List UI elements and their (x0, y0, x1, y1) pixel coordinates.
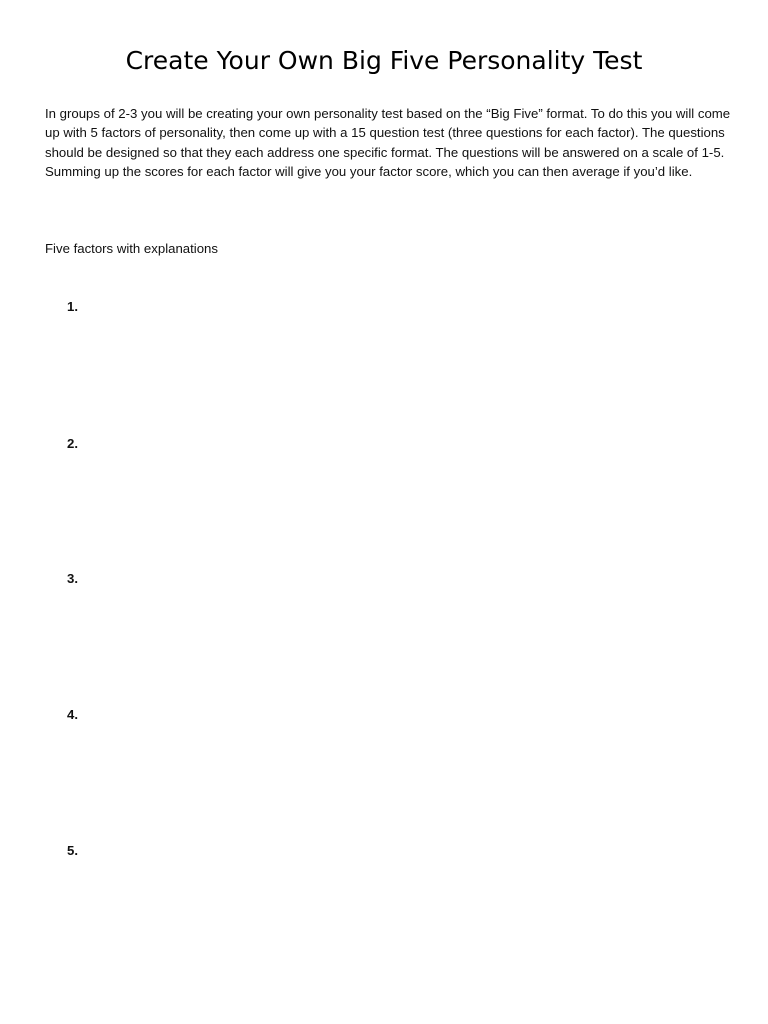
factor-item-1 (67, 298, 707, 408)
factor-item-2 (67, 435, 707, 545)
page-title: Create Your Own Big Five Personality Test (125, 46, 643, 75)
factor-number: 5. (67, 843, 78, 858)
factor-answer-space[interactable] (97, 706, 697, 806)
factor-item-5 (67, 842, 707, 952)
factor-answer-space[interactable] (97, 435, 697, 535)
factor-number: 2. (67, 436, 78, 451)
factor-answer-space[interactable] (97, 570, 697, 670)
factor-answer-space[interactable] (97, 842, 697, 942)
factor-answer-space[interactable] (97, 298, 697, 398)
factor-item-3 (67, 570, 707, 680)
factor-number: 3. (67, 571, 78, 586)
factor-number: 1. (67, 299, 78, 314)
intro-paragraph: In groups of 2-3 you will be creating your own personality test based on the “Big Five” format. To do this you will come up with 5 factors of personality, then come up with a 15 question test (three questions for each factor). The questions should be designed so that they each address one specific format. The questions will be answered on a scale of 1-5. Summing up the scores for each factor will give you your factor score, which you can then average if you’d like. (45, 106, 731, 179)
factor-item-4 (67, 706, 707, 816)
section-label: Five factors with explanations (45, 241, 218, 256)
factor-number: 4. (67, 707, 78, 722)
